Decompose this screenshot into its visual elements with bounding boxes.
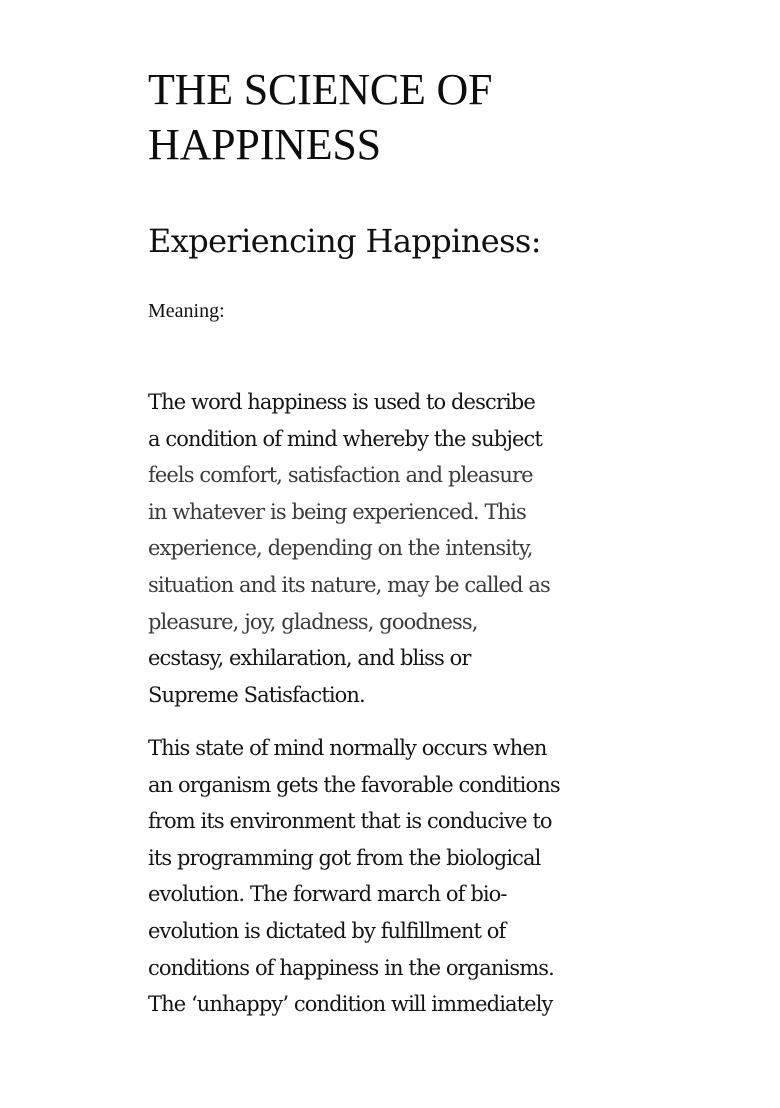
meaning-label: Meaning: [148,300,225,322]
title-line: THE SCIENCE OF [148,65,493,114]
title-line: HAPPINESS [148,120,381,169]
paragraph-state-of-mind [148,730,560,1023]
text-line: evolution. The forward march of bio- [148,882,507,907]
section-heading: Experiencing Happiness: [148,222,541,260]
text-line: an organism gets the favorable conditions [148,772,560,797]
text-line: pleasure, joy, gladness, goodness, [148,609,478,634]
text-line: The word happiness is used to describe [148,390,535,414]
text-line: a condition of mind whereby the subject [148,426,542,451]
text-line: feels comfort, satisfaction and pleasure [148,463,533,488]
text-line: This state of mind normally occurs when [148,736,547,760]
text-line: situation and its nature, may be called as [148,572,550,597]
text-line: from its environment that is conducive to [148,809,552,834]
text-line: The ‘unhappy’ condition will immediately [148,992,553,1017]
paragraph-definition [148,384,550,713]
text-line: evolution is dictated by fulfillment of [148,918,506,943]
text-line: in whatever is being experienced. This [148,499,526,524]
text-line: Supreme Satisfaction. [148,682,365,707]
text-line: conditions of happiness in the organisms. [148,955,554,980]
text-line: ecstasy, exhilaration, and bliss or [148,646,471,671]
document-title [148,62,492,172]
text-line: experience, depending on the intensity, [148,536,533,561]
text-line: its programming got from the biological [148,845,541,870]
